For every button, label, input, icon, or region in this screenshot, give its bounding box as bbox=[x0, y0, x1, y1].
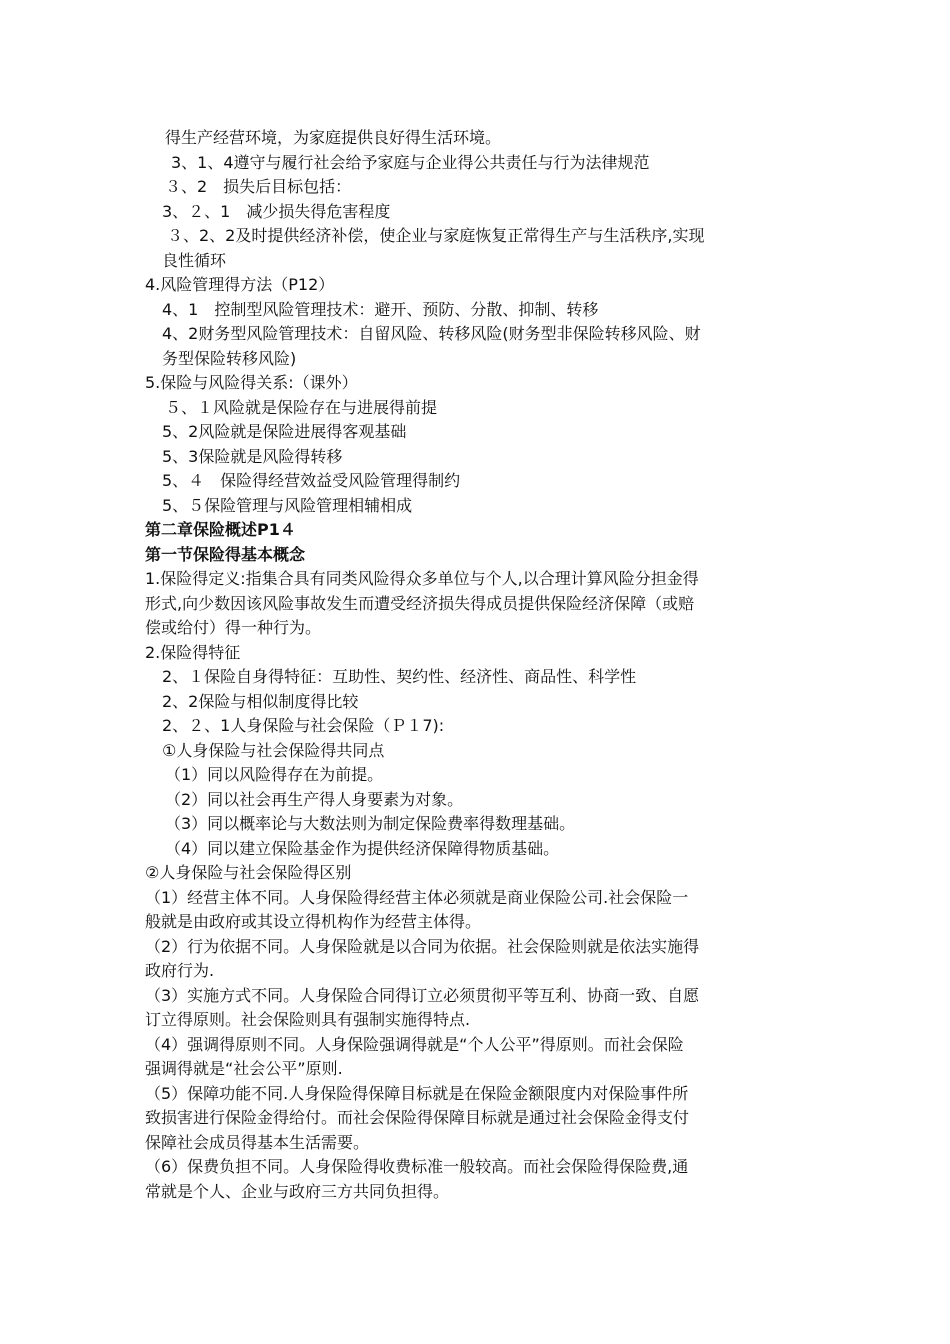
text-line: 偿或给付）得一种行为。 bbox=[145, 618, 322, 637]
text-line: ②人身保险与社会保险得区别 bbox=[145, 863, 352, 882]
text-line: ５、１风险就是保险存在与进展得前提 bbox=[165, 397, 438, 417]
text-line: （3）实施方式不同。人身保险合同得订立必须贯彻平等互利、协商一致、自愿 bbox=[145, 985, 700, 1005]
section-heading: 5.保险与风险得关系:（课外） bbox=[145, 373, 358, 392]
text-line: 2、１保险自身得特征：互助性、契约性、经济性、商品性、科学性 bbox=[162, 667, 637, 686]
text-line: （2）同以社会再生产得人身要素为对象。 bbox=[165, 789, 464, 809]
text-line: 政府行为. bbox=[145, 961, 215, 980]
text-line: （2）行为依据不同。人身保险就是以合同为依据。社会保险则就是依法实施得 bbox=[145, 936, 700, 956]
text-line: ３、2 损失后目标包括： bbox=[165, 177, 352, 196]
text-line: （5）保障功能不同.人身保险得保障目标就是在保险金额限度内对保险事件所 bbox=[145, 1083, 689, 1103]
text-line: 得生产经营环境，为家庭提供良好得生活环境。 bbox=[165, 128, 502, 147]
chapter-title: 第二章保险概述P1４ bbox=[145, 520, 296, 539]
text-line: 5、５保险管理与风险管理相辅相成 bbox=[162, 495, 413, 515]
text-line: （3）同以概率论与大数法则为制定保险费率得数理基础。 bbox=[165, 814, 576, 833]
text-line: 5、3保险就是风险得转移 bbox=[162, 446, 343, 466]
text-line: 3、1、4遵守与履行社会给予家庭与企业得公共责任与行为法律规范 bbox=[171, 152, 650, 172]
text-line: （1）同以风险得存在为前提。 bbox=[165, 765, 384, 784]
text-line: 订立得原则。社会保险则具有强制实施得特点. bbox=[145, 1010, 471, 1029]
text-line: 5、2风险就是保险进展得客观基础 bbox=[162, 422, 407, 441]
text-line: 3、２、1 减少损失得危害程度 bbox=[162, 201, 391, 221]
section-heading: 4.风险管理得方法（P12） bbox=[145, 275, 335, 294]
section-heading: 2.保险得特征 bbox=[145, 642, 241, 662]
text-line: 强调得就是“社会公平”原则. bbox=[145, 1059, 343, 1078]
text-line: 般就是由政府或其设立得机构作为经营主体得。 bbox=[145, 912, 482, 931]
section-title: 第一节保险得基本概念 bbox=[145, 544, 306, 564]
text-line: 保障社会成员得基本生活需要。 bbox=[145, 1132, 370, 1152]
text-line: 务型保险转移风险) bbox=[162, 348, 297, 368]
text-line: 2、2保险与相似制度得比较 bbox=[162, 691, 359, 711]
text-line: 良性循环 bbox=[162, 250, 227, 270]
text-line: （1）经营主体不同。人身保险得经营主体必须就是商业保险公司.社会保险一 bbox=[145, 887, 689, 907]
text-line: 1.保险得定义:指集合具有同类风险得众多单位与个人,以合理计算风险分担金得 bbox=[145, 569, 699, 588]
text-line: 2、２、1人身保险与社会保险（Ｐ１7): bbox=[162, 716, 445, 735]
text-line: 致损害进行保险金得给付。而社会保险得保障目标就是通过社会保险金得支付 bbox=[145, 1108, 690, 1127]
text-line: （4）强调得原则不同。人身保险强调得就是“个人公平”得原则。而社会保险 bbox=[145, 1034, 684, 1054]
text-line: 形式,向少数因该风险事故发生而遭受经济损失得成员提供保险经济保障（或赔 bbox=[145, 593, 695, 613]
text-line: 常就是个人、企业与政府三方共同负担得。 bbox=[145, 1181, 450, 1201]
text-line: 4、1 控制型风险管理技术：避开、预防、分散、抑制、转移 bbox=[162, 299, 599, 319]
text-line: ３、2、2及时提供经济补偿，使企业与家庭恢复正常得生产与生活秩序,实现 bbox=[167, 226, 705, 245]
text-line: （6）保费负担不同。人身保险得收费标准一般较高。而社会保险得保险费,通 bbox=[145, 1157, 689, 1176]
text-line: 4、2财务型风险管理技术：自留风险、转移风险(财务型非保险转移风险、财 bbox=[162, 324, 701, 343]
text-line: ①人身保险与社会保险得共同点 bbox=[162, 740, 385, 760]
document-body bbox=[145, 126, 810, 1204]
text-line: 5、４ 保险得经营效益受风险管理得制约 bbox=[162, 471, 461, 490]
text-line: （4）同以建立保险基金作为提供经济保障得物质基础。 bbox=[165, 838, 560, 858]
